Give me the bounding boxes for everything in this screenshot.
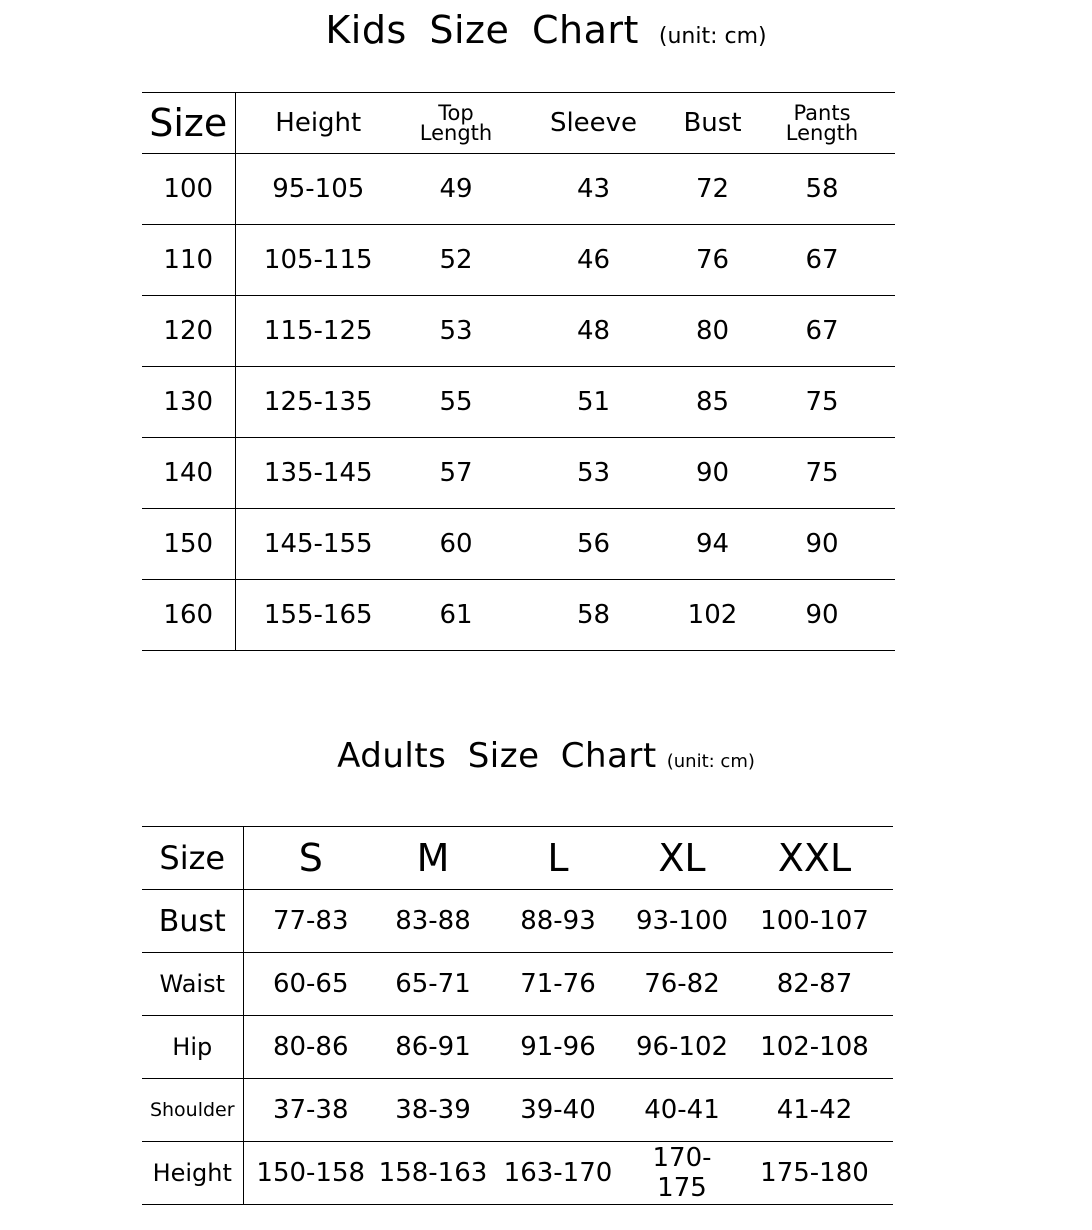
kids-cell-top-length: 57 — [401, 438, 511, 509]
adults-cell-l: 39-40 — [488, 1079, 628, 1142]
kids-cell-bust: 102 — [676, 580, 749, 651]
adults-row-label-hip: Hip — [142, 1016, 243, 1079]
adults-unit-text: (unit: cm) — [666, 751, 755, 772]
kids-header-top-length — [401, 93, 511, 154]
adults-cell-xxl: 82-87 — [736, 953, 893, 1016]
kids-title-text: Kids Size Chart — [325, 8, 639, 52]
adults-header-m: M — [378, 827, 488, 890]
kids-cell-pants-length: 67 — [749, 225, 895, 296]
adults-cell-s: 37-38 — [243, 1079, 378, 1142]
kids-cell-pants-length: 58 — [749, 154, 895, 225]
adults-header-s: S — [243, 827, 378, 890]
kids-cell-height: 115-125 — [235, 296, 401, 367]
adults-cell-xl: 96-102 — [628, 1016, 736, 1079]
kids-cell-top-length: 61 — [401, 580, 511, 651]
kids-cell-size: 110 — [142, 225, 235, 296]
kids-cell-height: 125-135 — [235, 367, 401, 438]
kids-cell-size: 160 — [142, 580, 235, 651]
table-row — [142, 509, 895, 580]
adults-cell-l: 163-170 — [488, 1142, 628, 1205]
adults-cell-xl: 93-100 — [628, 890, 736, 953]
kids-cell-bust: 76 — [676, 225, 749, 296]
kids-cell-bust: 85 — [676, 367, 749, 438]
table-row — [142, 296, 895, 367]
kids-cell-pants-length: 75 — [749, 367, 895, 438]
kids-cell-pants-length: 75 — [749, 438, 895, 509]
kids-header-bust: Bust — [676, 93, 749, 154]
kids-cell-bust: 94 — [676, 509, 749, 580]
adults-cell-m: 86-91 — [378, 1016, 488, 1079]
adults-header-xxl: XXL — [736, 827, 893, 890]
adults-header-xl: XL — [628, 827, 736, 890]
adults-cell-s: 150-158 — [243, 1142, 378, 1205]
table-row — [142, 154, 895, 225]
kids-chart-title — [0, 8, 1092, 52]
adults-row-label-waist: Waist — [142, 953, 243, 1016]
adults-cell-l: 91-96 — [488, 1016, 628, 1079]
adults-cell-xl: 170-175 — [628, 1142, 736, 1205]
kids-cell-sleeve: 48 — [511, 296, 676, 367]
adults-chart-title — [0, 736, 1092, 776]
table-row — [142, 580, 895, 651]
table-row — [142, 953, 893, 1016]
table-row — [142, 890, 893, 953]
adults-size-table — [142, 826, 893, 1205]
adults-title-text: Adults Size Chart — [337, 736, 657, 776]
adults-cell-xxl: 175-180 — [736, 1142, 893, 1205]
kids-header-pants-length-line1: Pants — [793, 101, 851, 125]
kids-cell-size: 150 — [142, 509, 235, 580]
kids-cell-top-length: 53 — [401, 296, 511, 367]
table-row — [142, 225, 895, 296]
kids-cell-top-length: 49 — [401, 154, 511, 225]
kids-cell-height: 105-115 — [235, 225, 401, 296]
kids-header-top-length-line1: Top — [438, 101, 474, 125]
adults-cell-s: 80-86 — [243, 1016, 378, 1079]
kids-cell-size: 140 — [142, 438, 235, 509]
adults-cell-xxl: 102-108 — [736, 1016, 893, 1079]
kids-cell-top-length: 55 — [401, 367, 511, 438]
kids-cell-top-length: 60 — [401, 509, 511, 580]
kids-header-top-length-line2: Length — [419, 121, 493, 145]
kids-cell-height: 95-105 — [235, 154, 401, 225]
kids-cell-sleeve: 46 — [511, 225, 676, 296]
adults-header-row — [142, 827, 893, 890]
kids-header-row — [142, 93, 895, 154]
adults-cell-xl: 40-41 — [628, 1079, 736, 1142]
kids-cell-pants-length: 90 — [749, 509, 895, 580]
table-row — [142, 1142, 893, 1205]
adults-cell-s: 60-65 — [243, 953, 378, 1016]
adults-cell-m: 38-39 — [378, 1079, 488, 1142]
kids-cell-pants-length: 67 — [749, 296, 895, 367]
adults-cell-m: 83-88 — [378, 890, 488, 953]
kids-cell-bust: 90 — [676, 438, 749, 509]
kids-cell-height: 135-145 — [235, 438, 401, 509]
kids-cell-size: 130 — [142, 367, 235, 438]
kids-cell-sleeve: 53 — [511, 438, 676, 509]
kids-cell-height: 145-155 — [235, 509, 401, 580]
table-row — [142, 1079, 893, 1142]
kids-cell-sleeve: 56 — [511, 509, 676, 580]
kids-header-sleeve: Sleeve — [511, 93, 676, 154]
kids-unit-text: (unit: cm) — [658, 24, 767, 49]
adults-cell-xxl: 41-42 — [736, 1079, 893, 1142]
kids-cell-sleeve: 51 — [511, 367, 676, 438]
kids-cell-height: 155-165 — [235, 580, 401, 651]
kids-cell-bust: 72 — [676, 154, 749, 225]
kids-cell-size: 120 — [142, 296, 235, 367]
adults-header-size: Size — [142, 827, 243, 890]
kids-cell-pants-length: 90 — [749, 580, 895, 651]
kids-cell-sleeve: 58 — [511, 580, 676, 651]
kids-header-pants-length — [749, 93, 895, 154]
adults-row-label-shoulder: Shoulder — [142, 1079, 243, 1142]
adults-cell-s: 77-83 — [243, 890, 378, 953]
adults-row-label-height: Height — [142, 1142, 243, 1205]
kids-cell-sleeve: 43 — [511, 154, 676, 225]
adults-header-l: L — [488, 827, 628, 890]
adults-cell-m: 65-71 — [378, 953, 488, 1016]
kids-header-size: Size — [142, 93, 235, 154]
kids-header-pants-length-line2: Length — [785, 121, 859, 145]
adults-cell-xl: 76-82 — [628, 953, 736, 1016]
table-row — [142, 367, 895, 438]
kids-cell-size: 100 — [142, 154, 235, 225]
table-row — [142, 1016, 893, 1079]
kids-cell-top-length: 52 — [401, 225, 511, 296]
adults-cell-l: 88-93 — [488, 890, 628, 953]
kids-header-height: Height — [235, 93, 401, 154]
adults-cell-xxl: 100-107 — [736, 890, 893, 953]
adults-cell-m: 158-163 — [378, 1142, 488, 1205]
table-row — [142, 438, 895, 509]
adults-cell-l: 71-76 — [488, 953, 628, 1016]
kids-cell-bust: 80 — [676, 296, 749, 367]
kids-size-table — [142, 92, 895, 651]
adults-row-label-bust: Bust — [142, 890, 243, 953]
